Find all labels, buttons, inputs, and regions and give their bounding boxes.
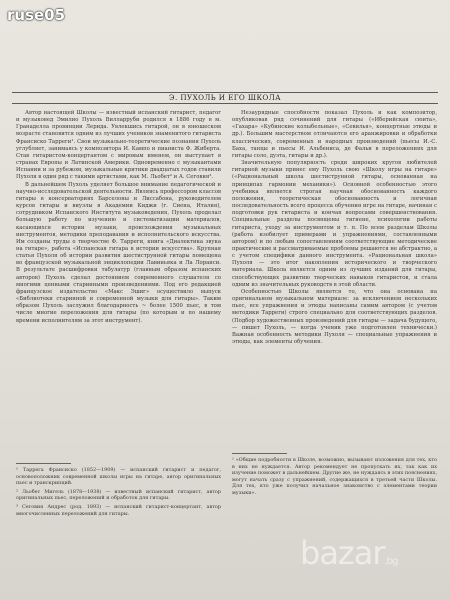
right-column-body [232, 110, 437, 450]
left-footnote-2: ² Льобет Мигель (1878—1938) — известный испанский гитарист, автор оригинальных пьес, переложений и обработок для гитары. [16, 488, 221, 502]
title-rule-bottom [12, 103, 438, 104]
right-footnotes [232, 457, 437, 497]
right-footnote-1: ¹ «Общие подробности в Школе, возможно, вызывают изложения для тех, кто в них не нуждается. Автор рекомендует не пропускать их, так как их изучение поможет в дальнейшем. Другие же, не нуждаясь в этих пояснениях, могут начать сразу с упражнений, содержащихся в третьей части Школы. Для тех, кто уже получил начальное знакомство с элементами теории музыки». [232, 457, 437, 496]
watermark-suffix: .bg [384, 556, 398, 567]
seller-logo: ruse05 [7, 6, 66, 24]
right-paragraph-3: Особенностью Школы является то, что она основана на оригинальном музыкальном материале: за исключением нескольких пьес, все упражнения и этюды написаны самим автором (с учетом методики Тарреги) строго специально для соответствующих разделов. (Подбор художественных произведений для гитары — задача будущего, — пишет Пухоль, — когда ученик уже подготовлен технически.) Важная особенность методики Пухоля — специальные упражнения и этюды, как элементы обучения. [232, 288, 437, 345]
footnote-rule-right [232, 453, 287, 454]
left-footnote-3: ³ Сеговия Андрес (род. 1893) — испанский гитарист-концертант, автор многочисленных переложений для гитары. [16, 503, 221, 517]
right-paragraph-2: Значительную популярность среди широких кругов любителей гитарной музыки принес ему Пухоль свою «Школу игры на гитаре» («Рациональный школа шестиструнной гитары, основанная на принципах гармонии механики»). Основной особенностью этого учебника является строгая научная обоснованность каждого положения, теоретическая обоснованность и логичная последовательность всего процесса обучения игре на гитаре, начиная с подготовки рук гитариста и кончая вопросами совершенствования. Специальные разделы посвящены гигиене, психологии работы гитариста, уходу за инструментом и т. п. По всем разделам Школы (работа изобилует примерами и упражнениями, составленными автором) и по любым сопоставлениям соответствующие методические практические и рассматриваемые проблемы решаются не абстрактно, а с учетом специфики данного инструмента. «Рациональная школа» Пухоля — это итог накопления исторического и творческого материала. Школа является одним из лучших изданий для гитары, способствующих развитию творческих навыков гитаристов, и стала одним из значительных руководств в этой области. [232, 160, 437, 288]
right-column [232, 110, 437, 499]
footnote-rule-left [16, 463, 71, 464]
bazar-watermark [300, 534, 397, 572]
left-column-body [16, 110, 221, 460]
watermark-main: bazar [300, 534, 385, 572]
left-footnotes [16, 467, 221, 517]
left-footnote-1: ¹ Таррега Франсиско (1852—1909) — испанский гитарист и педагог, основоположник современной школы игры на гитаре, автор оригинальных пьес и транскрипций. [16, 467, 221, 487]
chapter-title: Э. ПУХОЛЬ И ЕГО ШКОЛА [169, 93, 281, 102]
left-paragraph-2: В дальнейшем Пухоль уделяет большое внимание педагогической и научно-исследовательской деятельности. Являясь профессором классов гитары в консерваториях Барселоны и Лиссабона, руководителем курсов гитары и виуэлы в Академии Киджи (г. Сиена, Италия), сотрудником Испанского Института музыковедения, Пухоль проделал большую работу по изучению и систематизации материалов, касающихся истории музыки, происхождения музыкальных инструментов, методики преподавания и исполнительского искусства. Им созданы труды о творчестве Ф. Тарреги, книга «Диалектика звука на гитаре», работа «Испанская гитара в истории искусства». Крупная статья Пухоля об истории развития шестиструнной гитары помещена во французской музыкальной энциклопедии Лавиньяка и Ла Лоранси. В результате расшифровки табулатур (главным образом испанских авторов) Пухоль сделал достоянием современного слушателя со многими ценными старинными произведениями. Под его редакцией французское издательство «Макс Эшиг» осуществило выпуск «Библиотеки старинной и современной музыки для гитары». Таким образом Пухоль заслужил благодарность ~ более 1500 пьес, в том числе многие переложения для гитары (по которым и по нашему времени исполнителям за этот инструмент). [16, 181, 221, 324]
left-column [16, 110, 221, 519]
right-paragraph-1: Незаурядные способности показал Пухоль и как композитор, опубликовав ряд сочинений для гитары («Иберийская сюита», «Гахара» «Кубинские колыбельные», «Севилья», концертные этюды и др.). Большим мастерством отличаются его аранжировки и обработки классических, современных и народных произведений (пьесы И.-С. Баха, танцы и пьесы И. Альбениса, де Фальи в переложениях для гитары соло, дуэта, гитары и др.). [232, 110, 437, 159]
left-paragraph-1: Автор настоящей Школы — известный испанский гитарист, педагог и музыковед Эмилио Пухоль Вилларруби родился в 1886 году в м. Гранаделла провинции Лерида. Увлекшись гитарой, он в юношеском возрасте становится одним из лучших учеников знаменитого гитариста Франсиско Тарреги¹. Свои музыкально-теоретические познания Пухоль углубляет, занимаясь у композитора И. Кампо и пианиста Ф. Жиберта. Став гитаристом-концертантом с мировым именем, он выступает в странах Европы и Латинской Америки. Одновременно с музыкантами Испании и за рубежом, музыкальные критики двадцатых годов ставили Пухоля в один ряд с такими артистами, как М. Льобет² и А. Сеговия³. [16, 110, 221, 181]
